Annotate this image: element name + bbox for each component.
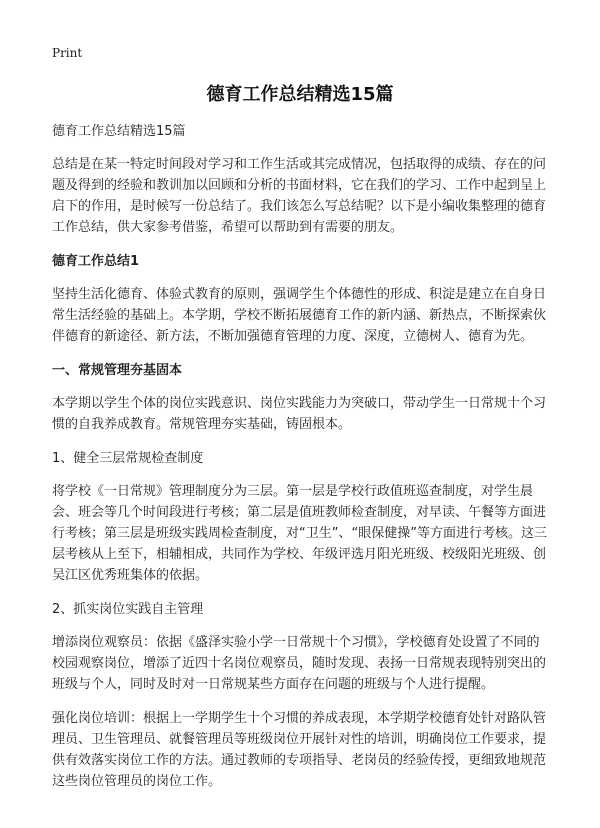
part-heading: 一、常规管理夯基固本 — [52, 363, 183, 378]
article-subtitle: 德育工作总结精选15篇 — [52, 124, 186, 139]
part-paragraph: 本学期以学生个体的岗位实践意识、岗位实践能力为突破口，带动学生一日常规十个习惯的自我养成教育。常规管理夯实基础，铸固根本。 — [52, 396, 547, 432]
print-link[interactable]: Print — [52, 46, 83, 60]
intro-paragraph: 总结是在某一特定时间段对学习和工作生活或其完成情况，包括取得的成绩、存在的问题及得到的经验和教训加以回顾和分析的书面材料，它在我们的学习、工作中起到呈上启下的作用，是时候写一份总结了。我们该怎么写总结呢？以下是小编收集整理的德育工作总结，供大家参考借鉴，希望可以帮助到有需要的朋友。 — [52, 157, 547, 235]
page-title: 德育工作总结精选15篇 — [206, 84, 394, 105]
item-heading: 2、抓实岗位实践自主管理 — [52, 602, 204, 617]
item-paragraph: 强化岗位培训：根据上一学期学生十个习惯的养成表现，本学期学校德育处针对路队管理员、卫生管理员、就餐管理员等班级岗位开展针对性的培训，明确岗位工作要求，提供有效落实岗位工作的方法。通过教师的专项指导、老岗员的经验传授，更细致地规范这些岗位管理员的岗位工作。 — [52, 711, 547, 789]
item-paragraph: 增添岗位观察员：依据《盛泽实验小学一日常规十个习惯》，学校德育处设置了不同的校园观察岗位，增添了近四十名岗位观察员，随时发现、表扬一日常规表现特别突出的班级与个人，同时及时对一日常规某些方面存在问题的班级与个人进行提醒。 — [52, 635, 547, 692]
section-paragraph: 坚持生活化德育、体验式教育的原则，强调学生个体德性的形成、积淀是建立在自身日常生活经验的基础上。本学期，学校不断拓展德育工作的新内涵、新热点，不断探索伙伴德育的新途径、新方法，不断加强德育管理的力度、深度，立德树人、德育为先。 — [52, 287, 547, 344]
section-heading: 德育工作总结1 — [52, 254, 140, 269]
article-body — [52, 121, 548, 805]
item-heading: 1、健全三层常规检查制度 — [52, 451, 204, 466]
item-paragraph: 将学校《一日常规》管理制度分为三层。第一层是学校行政值班巡查制度，对学生晨会、班会等几个时间段进行考核；第二层是值班教师检查制度，对早读、午餐等方面进行考核；第三层是班级实践周检查制度，对“卫生”、“眼保健操”等方面进行考核。这三层考核从上至下，相辅相成，共同作为学校、年级评选月阳光班级、校级阳光班级、创吴江区优秀班集体的依据。 — [52, 484, 547, 583]
